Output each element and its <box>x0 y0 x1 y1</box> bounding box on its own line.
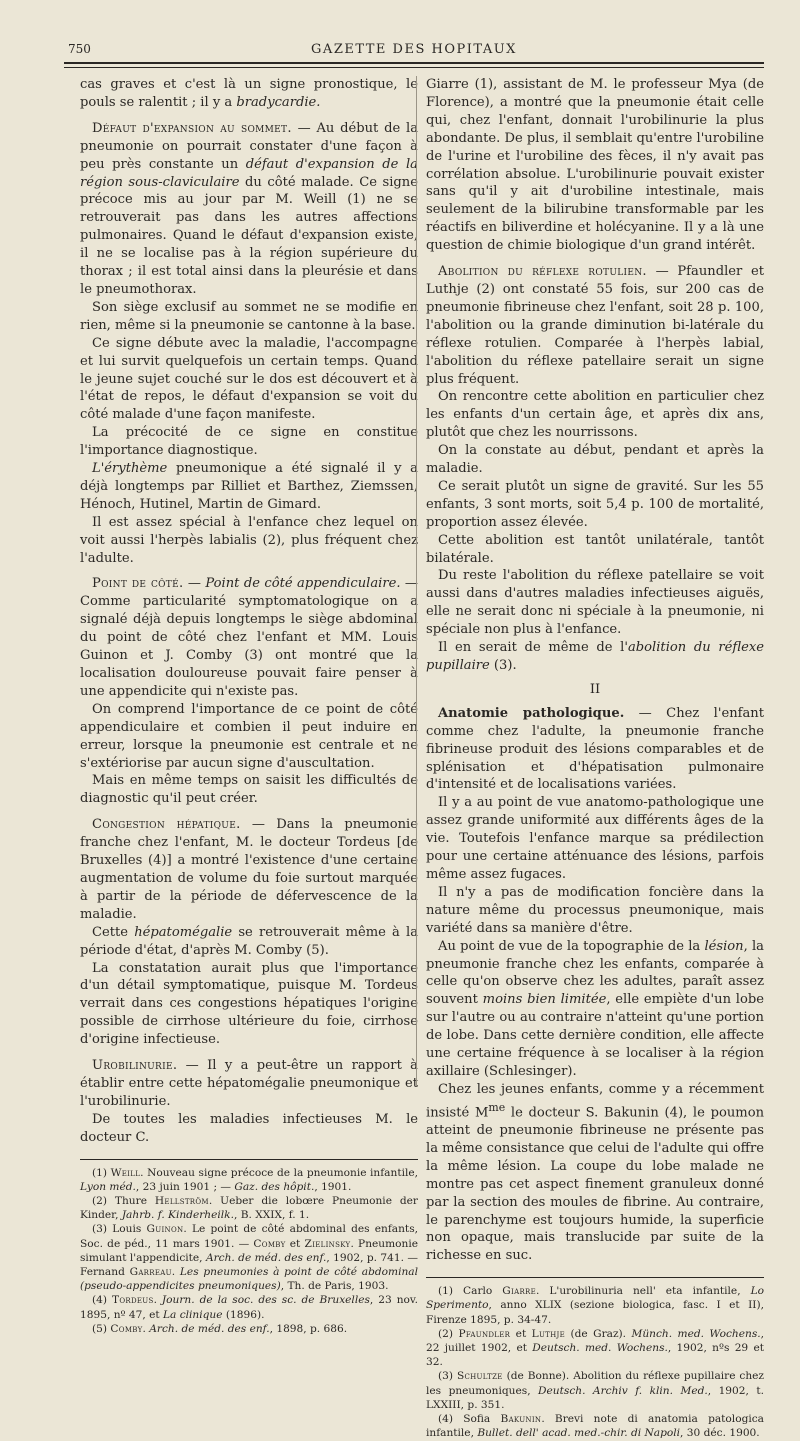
paragraph: Chez les jeunes enfants, comme y a récemment insisté $M^{me}$ le docteur S. Bakunin (4), le poumon atteint de pneumonie fibrineuse ne présente pas la même consistance que celui de l'adulte qui offre la même lésion. La coupe du lobe malade ne montre pas cet aspect finement granuleux donné par la section des moules de fibrine. Au contraire, le parenchyme est toujours humide, la superficie non opaque, mais translucide par suite de la richesse en suc. <box>426 1081 765 1264</box>
footnote: (2) Thure Hellström. Ueber die lobœre Pneumonie der Kinder, Jahrb. f. Kinderheilk., B. XXIX, f. 1. <box>80 1194 418 1222</box>
paragraph: De toutes les maladies infectieuses M. le docteur C. <box>80 1111 418 1145</box>
paragraph: Cette abolition est tantôt unilatérale, tantôt bilatérale. <box>426 532 764 566</box>
paragraph: Son siège exclusif au sommet ne se modifie en rien, même si la pneumonie se cantonne à la base. <box>80 299 418 333</box>
section-anatomie-pathologique: Anatomie pathologique. — Chez l'enfant comme chez l'adulte, la pneumonie franche fibrineuse produit des lésions comparables et de splénisation et d'hépatisation pulmonaire d'intensité et de localisations variées. <box>426 705 764 793</box>
footnote: (2) Pfaundler et Luthje (de Graz). Münch. med. Wochens., 22 juillet 1902, et Deutsch. med. Wochens., 1902, nºs 29 et 32. <box>426 1327 764 1369</box>
section-point-de-cote: Point de côté. — Point de côté appendiculaire. — Comme particularité symptomatologique on a signalé déjà depuis longtemps le siège abdominal du point de côté chez l'enfant et MM. Louis Guinon et J. Comby (3) ont montré que la localisation douloureuse pouvait faire penser à une appendicite qui n'existe pas. <box>80 576 419 699</box>
paragraph: Ce signe débute avec la maladie, l'accompagne et lui survit quelquefois un certain temps. Quand le jeune sujet couché sur le dos est découvert et à l'état de repos, le défaut d'expansion se voit du côté malade d'une façon manifeste. <box>80 335 418 423</box>
paragraph: Ce serait plutôt un signe de gravité. Sur les 55 enfants, 3 sont morts, soit 5,4 p. 100 de mortalité, proportion assez élevée. <box>426 478 764 530</box>
footnote: (3) Schultze (de Bonne). Abolition du réflexe pupillaire chez les pneumoniques, Deutsch. Archiv f. klin. Med., 1902, t. LXXIII, p. 351. <box>426 1370 765 1411</box>
section-heading: Congestion hépatique. <box>92 817 241 833</box>
paragraph: Mais en même temps on saisit les difficultés de diagnostic qu'il peut créer. <box>80 773 418 807</box>
paragraph: Il n'y a pas de modification foncière dans la nature même du processus pneumonique, mais variété dans sa manière d'être. <box>426 884 764 936</box>
section-urobilinurie: Urobilinurie. — Il y a peut-être un rapport à établir entre cette hépatomégalie pneumonique et l'urobilinurie. <box>80 1058 418 1109</box>
footnote-rule <box>426 1277 764 1278</box>
left-column <box>80 76 418 1336</box>
paragraph: La précocité de ce signe en constitue l'importance diagnostique. <box>80 425 418 459</box>
paragraph: Au point de vue de la topographie de la lésion, la pneumonie franche chez les enfants, comparée à celle qu'on observe chez les adultes, paraît assez souvent moins bien limitée, elle empiète d'un lobe sur l'autre ou au contraire n'atteint qu'une portion de lobe. Dans cette dernière condition, elle affecte une certaine fréquence à se localiser à la région axillaire (Schlesinger). <box>426 938 764 1079</box>
page-number: 750 <box>68 42 91 56</box>
footnote: (1) Weill. Nouveau signe précoce de la pneumonie infantile, Lyon méd., 23 juin 1901 ; — Gaz. des hôpit., 1901. <box>80 1166 418 1193</box>
section-heading: Point de côté. <box>92 576 184 592</box>
section-congestion-hepatique: Congestion hépatique. — Dans la pneumonie franche chez l'enfant, M. le docteur Tordeus [de Bruxelles (4)] a montré l'existence d'une certaine augmentation de volume du foie surtout marquée à partir de la période de défervescence de la maladie. <box>80 817 418 922</box>
right-column <box>426 76 764 1441</box>
footnote: (1) Carlo Giarre. L'urobilinuria nell' eta infantile, Lo Sperimento, anno XLIX (sezione biologica, fasc. I et II), Firenze 1895, p. 34-47. <box>426 1285 764 1326</box>
paragraph: L'érythème pneumonique a été signalé il y a déjà longtemps par Rilliet et Barthez, Ziemssen, Hénoch, Hutinel, Martin de Gimard. <box>80 461 418 512</box>
paragraph: On la constate au début, pendant et après la maladie. <box>426 443 764 477</box>
column-divider <box>416 76 417 1086</box>
section-heading: Urobilinurie. <box>92 1058 178 1074</box>
footnote: (5) Comby. Arch. de méd. des enf., 1898, p. 686. <box>92 1322 348 1335</box>
section-abolition-reflexe: Abolition du réflexe rotulien. — Pfaundler et Luthje (2) ont constaté 55 fois, sur 200 cas de pneumonie fibrineuse chez l'enfant, soit 28 p. 100, l'abolition ou la grande diminution bi-latérale du réflexe rotulien. Comparée à l'herpès labial, l'abolition du réflexe patellaire serait un signe plus fréquent. <box>426 264 764 387</box>
paragraph: Du reste l'abolition du réflexe patellaire se voit aussi dans d'autres maladies infectieuses aiguës, elle ne serait donc ni spéciale à la pneumonie, ni spéciale non plus à l'enfance. <box>426 568 764 638</box>
paragraph: cas graves et c'est là un signe pronostique, le pouls se ralentit ; il y a bradycardie. <box>80 77 418 110</box>
paragraph: On comprend l'importance de ce point de côté appendiculaire et combien il peut induire en erreur, lorsque la pneumonie est centrale et ne s'extériorise par aucun signe d'auscultation. <box>80 701 418 771</box>
paragraph: Il est assez spécial à l'enfance chez lequel on voit aussi l'herpès labialis (2), plus fréquent chez l'adulte. <box>80 514 418 566</box>
header-rule-thin <box>64 67 764 68</box>
section-defaut-expansion: Défaut d'expansion au sommet. — Au début de la pneumonie on pourrait constater d'une façon à peu près constante un défaut d'expansion de la région sous-claviculaire du côté malade. Ce signe précoce mis au jour par M. Weill (1) ne se retrouverait pas dans les autres affections pulmonaires. Quand le défaut d'expansion existe, il ne se localise pas à la région supérieure du thorax ; il est total ainsi dans la pleurésie et dans le pneumothorax. <box>80 120 418 297</box>
paragraph: Il y a au point de vue anatomo-pathologique une assez grande uniformité aux différents âges de la vie. Toutefois l'enfance marque sa prédilection pour une certaine atténuance des lésions, parfois même assez fugaces. <box>426 795 764 882</box>
footnote: (4) Tordeus. Journ. de la soc. des sc. de Bruxelles, 23 nov. 1895, nº 47, et La clinique (1896). <box>80 1294 418 1321</box>
paragraph: La constatation aurait plus que l'importance d'un détail symptomatique, puisque M. Tordeus verrait dans ces congestions hépatiques l'origine possible de cirrhose ultérieure du foie, cirrhose d'origine infectieuse. <box>80 960 418 1048</box>
footnote-rule <box>80 1159 418 1160</box>
footnote: (4) Sofia Bakunin. Brevi note di anatomia patologica infantile, Bullet. dell' acad. med.-chir. di Napoli, 30 déc. 1900. <box>426 1413 764 1440</box>
header-rule-thick <box>64 62 764 64</box>
journal-title: GAZETTE DES HOPITAUX <box>311 42 517 57</box>
footnote: (3) Louis Guinon. Le point de côté abdominal des enfants, Soc. de péd., 11 mars 1901. — Comby et Zielinsky. Pneumonie simulant l'appendicite, Arch. de méd. des enf., 1902, p. 741. — Fernand Garreau. Les pneumonies à point de côté abdominal (pseudo-appendicites pneumoniques), Th. de Paris, 1903. <box>80 1223 419 1293</box>
paragraph: On rencontre cette abolition en particulier chez les enfants d'un certain âge, et après dix ans, plutôt que chez les nourrissons. <box>426 389 764 441</box>
page-header <box>64 38 764 60</box>
paragraph: Cette hépatomégalie se retrouverait même à la période d'état, d'après M. Comby (5). <box>80 924 418 958</box>
section-heading: Anatomie pathologique. <box>438 705 625 721</box>
section-heading: Abolition du réflexe rotulien. <box>438 264 647 280</box>
paragraph: Giarre (1), assistant de M. le professeur Mya (de Florence), a montré que la pneumonie était celle qui, chez l'enfant, donnait l'urobilinurie la plus abondante. De plus, il semblait qu'entre l'urobiline de l'urine et l'urobiline des fèces, il n'y avait pas corrélation absolue. L'urobilinurie pouvait exister sans qu'il y ait d'urobiline intestinale, mais seulement de la bilirubine transformable par les réactifs en biliverdine et holécyanine. Il y a là une question de chimie biologique d'un grand intérêt. <box>426 77 764 254</box>
section-heading: Défaut d'expansion au sommet. <box>92 120 292 136</box>
paragraph: Il en serait de même de l'abolition du réflexe pupillaire (3). <box>426 640 764 673</box>
section-number: II <box>589 681 601 697</box>
